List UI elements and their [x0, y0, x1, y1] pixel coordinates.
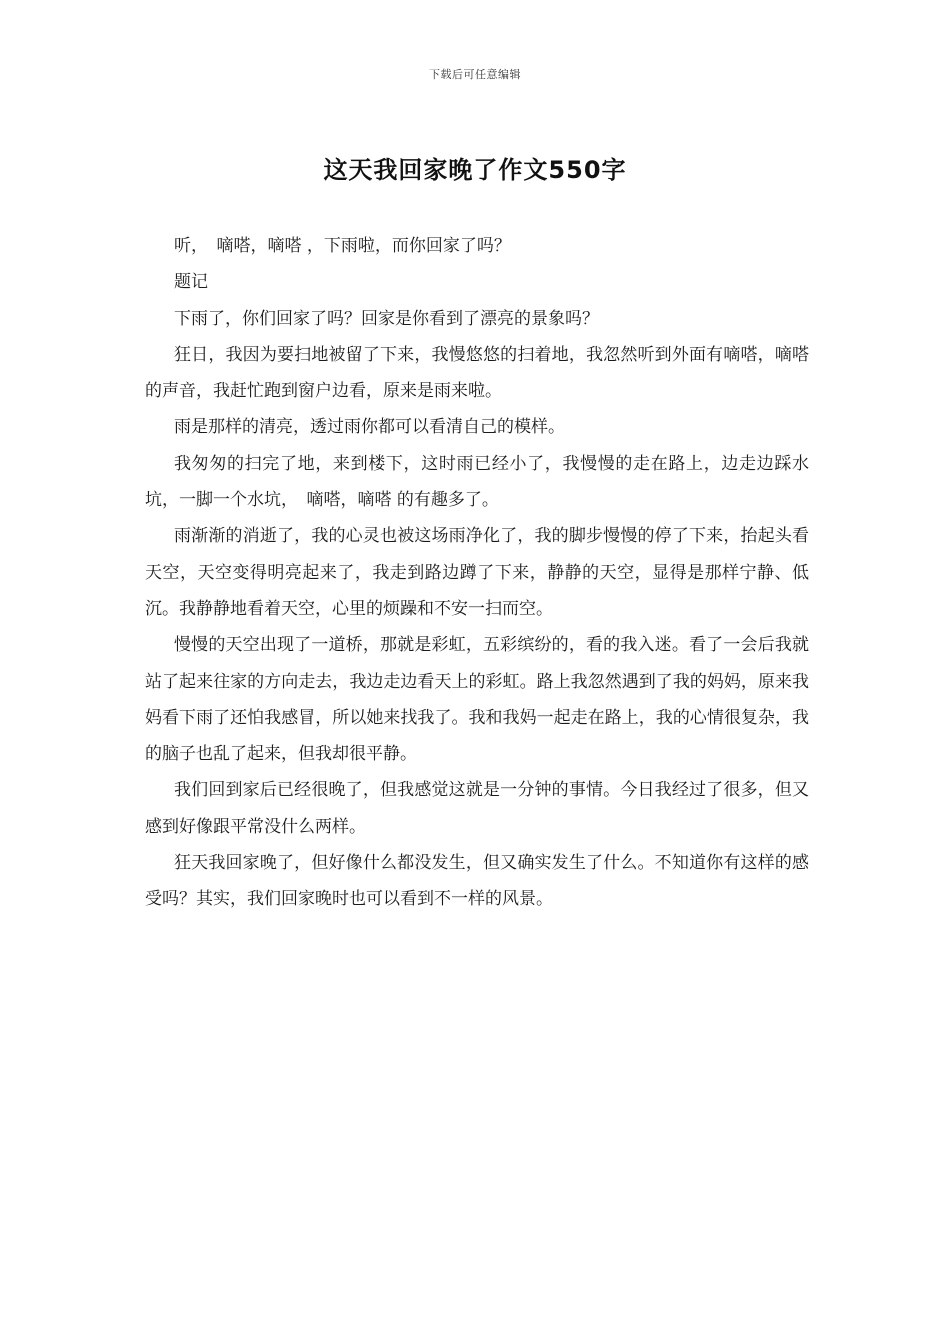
paragraph: 题记	[174, 272, 208, 293]
document-body	[145, 228, 809, 918]
paragraph: 我匆匆的扫完了地，来到楼下，这时雨已经小了，我慢慢的走在路上，边走边踩水坑，一脚一个水坑， 嘀嗒，嘀嗒 的有趣多了。	[145, 453, 809, 511]
paragraph: 狂日，我因为要扫地被留了下来，我慢悠悠的扫着地，我忽然听到外面有嘀嗒，嘀嗒 的声音，我赶忙跑到窗户边看，原来是雨来啦。	[145, 344, 809, 402]
paragraph: 下雨了，你们回家了吗？回家是你看到了漂亮的景象吗？	[174, 308, 599, 329]
paragraph: 听， 嘀嗒，嘀嗒 ，下雨啦，而你回家了吗？	[174, 236, 511, 256]
paragraph: 雨是那样的清亮，透过雨你都可以看清自己的模样。	[174, 417, 565, 438]
document-title: 这天我回家晚了作文550字	[323, 156, 627, 184]
paragraph: 狂天我回家晚了，但好像什么都没发生，但又确实发生了什么。不知道你有这样的感受吗？其实，我们回家晚时也可以看到不一样的风景。	[145, 853, 809, 910]
paragraph: 慢慢的天空出现了一道桥，那就是彩虹，五彩缤纷的，看的我入迷。看了一会后我就站了起来往家的方向走去，我边走边看天上的彩虹。路上我忽然遇到了我的妈妈，原来我妈看下雨了还怕我感冒，所以她来找我了。我和我妈一起走在路上，我的心情很复杂，我的脑子也乱了起来，但我却很平静。	[145, 635, 809, 765]
paragraph: 雨渐渐的消逝了，我的心灵也被这场雨净化了，我的脚步慢慢的停了下来，抬起头看天空，天空变得明亮起来了，我走到路边蹲了下来，静静的天空，显得是那样宁静、低沉。我静静地看着天空，心里的烦躁和不安一扫而空。	[145, 526, 809, 619]
page-header: 下载后可任意编辑	[429, 68, 521, 81]
paragraph: 我们回到家后已经很晚了，但我感觉这就是一分钟的事情。今日我经过了很多，但又感到好像跟平常没什么两样。	[145, 780, 809, 837]
